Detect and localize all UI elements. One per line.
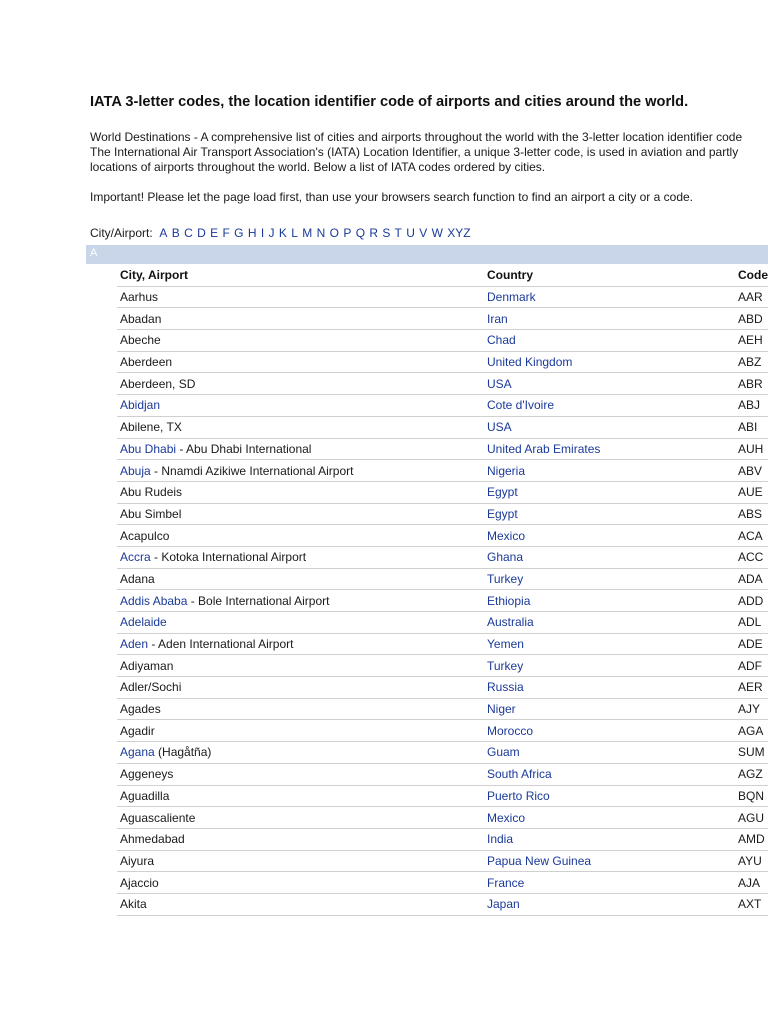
alphabet-link-n[interactable]: N	[316, 226, 326, 240]
cell-country	[484, 612, 735, 634]
table-row	[117, 763, 768, 785]
table-row	[117, 872, 768, 894]
table-row	[117, 633, 768, 655]
cell-code: AER	[735, 677, 768, 699]
cell-country	[484, 590, 735, 612]
column-header-code: Code	[735, 265, 768, 286]
table-row	[117, 850, 768, 872]
intro-paragraph	[90, 130, 742, 175]
alphabet-link-g[interactable]: G	[234, 226, 244, 240]
column-header-city: City, Airport	[117, 265, 484, 286]
city-name: Akita	[120, 897, 147, 912]
airport-name: - Aden International Airport	[148, 637, 294, 652]
country-link[interactable]: Mexico	[487, 810, 526, 825]
city-name: Abeche	[120, 333, 161, 348]
alphabet-link-i[interactable]: I	[260, 226, 265, 240]
alphabet-link-t[interactable]: T	[394, 226, 402, 240]
table-row	[117, 785, 768, 807]
table-row	[117, 373, 768, 395]
country-link[interactable]: France	[487, 875, 525, 890]
city-name: Agades	[120, 702, 161, 717]
alphabet-link-c[interactable]: C	[184, 226, 193, 240]
cell-code: AUE	[735, 481, 768, 503]
city-name: Agadir	[120, 723, 155, 738]
cell-country	[484, 698, 735, 720]
cell-code: ADF	[735, 655, 768, 677]
city-link[interactable]: Abuja	[120, 463, 151, 478]
cell-country	[484, 373, 735, 395]
city-name: Adler/Sochi	[120, 680, 182, 695]
cell-code: AGU	[735, 807, 768, 829]
alphabet-link-k[interactable]: K	[278, 226, 287, 240]
alphabet-link-q[interactable]: Q	[355, 226, 366, 240]
intro-line: locations of airports throughout the world. Below a list of IATA codes ordered by cities.	[90, 160, 546, 174]
country-link[interactable]: Ethiopia	[487, 593, 531, 608]
alphabet-link-s[interactable]: S	[382, 226, 391, 240]
alphabet-link-v[interactable]: V	[419, 226, 428, 240]
cell-country	[484, 850, 735, 872]
cell-city	[117, 633, 484, 655]
city-name: Adana	[120, 571, 155, 586]
alphabet-link-e[interactable]: E	[210, 226, 219, 240]
country-link[interactable]: Papua New Guinea	[487, 853, 592, 868]
country-link[interactable]: Australia	[487, 615, 534, 630]
city-name: Abilene, TX	[120, 420, 182, 435]
city-name: Aarhus	[120, 290, 159, 305]
cell-city	[117, 677, 484, 699]
cell-country	[484, 525, 735, 547]
cell-country	[484, 416, 735, 438]
country-link[interactable]: Egypt	[487, 506, 518, 521]
table-body	[117, 286, 768, 915]
city-link[interactable]: Aden	[120, 637, 149, 652]
country-link[interactable]: Mexico	[487, 528, 526, 543]
section-header-bar	[86, 245, 768, 264]
airport-name: - Kotoka International Airport	[150, 550, 307, 565]
table-row	[117, 546, 768, 568]
country-link[interactable]: Niger	[487, 702, 516, 717]
country-link[interactable]: Puerto Rico	[487, 788, 550, 803]
cell-city	[117, 330, 484, 352]
airport-name: (Hagåtña)	[154, 745, 212, 760]
city-name: Aberdeen	[120, 355, 173, 370]
table-row	[117, 438, 768, 460]
country-link[interactable]: Denmark	[487, 290, 536, 305]
cell-code: ADD	[735, 590, 768, 612]
cell-city	[117, 763, 484, 785]
alphabet-link-p[interactable]: P	[343, 226, 352, 240]
cell-code: ABR	[735, 373, 768, 395]
city-link[interactable]: Abidjan	[120, 398, 161, 413]
intro-line: World Destinations - A comprehensive list of cities and airports throughout the world with the 3-letter location identifier code	[90, 130, 743, 144]
alphabet-link-d[interactable]: D	[197, 226, 206, 240]
cell-code: AGA	[735, 720, 768, 742]
cell-code: SUM	[735, 742, 768, 764]
cell-code: ACA	[735, 525, 768, 547]
cell-code: ADA	[735, 568, 768, 590]
city-link[interactable]: Agana	[120, 745, 155, 760]
country-link[interactable]: Cote d'Ivoire	[487, 398, 554, 413]
table-row	[117, 416, 768, 438]
cell-country	[484, 785, 735, 807]
cell-country	[484, 395, 735, 417]
airport-name: - Bole International Airport	[187, 593, 330, 608]
table-row	[117, 481, 768, 503]
cell-city	[117, 742, 484, 764]
cell-country	[484, 633, 735, 655]
cell-country	[484, 503, 735, 525]
cell-country	[484, 438, 735, 460]
cell-city	[117, 590, 484, 612]
cell-code: ACC	[735, 546, 768, 568]
cell-country	[484, 330, 735, 352]
cell-city	[117, 546, 484, 568]
cell-country	[484, 872, 735, 894]
country-link[interactable]: South Africa	[487, 767, 552, 782]
country-link[interactable]: USA	[487, 420, 512, 435]
country-link[interactable]: Chad	[487, 333, 516, 348]
alphabet-link-u[interactable]: U	[406, 226, 415, 240]
city-link[interactable]: Addis Ababa	[120, 593, 188, 608]
cell-country	[484, 308, 735, 330]
cell-city	[117, 872, 484, 894]
alphabet-link-a[interactable]: A	[159, 226, 168, 240]
table-row	[117, 330, 768, 352]
table-row	[117, 568, 768, 590]
table-row	[117, 612, 768, 634]
country-link[interactable]: United Kingdom	[487, 355, 573, 370]
alphabet-link-r[interactable]: R	[369, 226, 379, 240]
country-link[interactable]: Japan	[487, 897, 520, 912]
alphabet-nav	[90, 226, 472, 240]
city-link[interactable]: Accra	[120, 550, 151, 565]
cell-city	[117, 720, 484, 742]
cell-code: ABI	[735, 416, 768, 438]
country-link[interactable]: Turkey	[487, 658, 524, 673]
country-link[interactable]: Yemen	[487, 637, 524, 652]
cell-country	[484, 546, 735, 568]
cell-code: AUH	[735, 438, 768, 460]
country-link[interactable]: Guam	[487, 745, 520, 760]
table-row	[117, 525, 768, 547]
table-row	[117, 286, 768, 308]
cell-code: ABV	[735, 460, 768, 482]
country-link[interactable]: Turkey	[487, 571, 524, 586]
table-header-row	[117, 265, 768, 286]
airport-name: - Nnamdi Azikiwe International Airport	[150, 463, 354, 478]
city-link[interactable]: Adelaide	[120, 615, 167, 630]
table-row	[117, 893, 768, 915]
cell-city	[117, 828, 484, 850]
table-row	[117, 807, 768, 829]
city-name: Abu Simbel	[120, 506, 182, 521]
cell-country	[484, 460, 735, 482]
cell-city	[117, 481, 484, 503]
city-name: Aguadilla	[120, 788, 170, 803]
table-row	[117, 828, 768, 850]
iata-codes-table	[117, 265, 768, 916]
cell-city	[117, 568, 484, 590]
cell-country	[484, 481, 735, 503]
cell-country	[484, 568, 735, 590]
table-row	[117, 460, 768, 482]
city-name: Abu Rudeis	[120, 485, 183, 500]
city-name: Aguascaliente	[120, 810, 196, 825]
alphabet-link-o[interactable]: O	[329, 226, 339, 240]
cell-country	[484, 807, 735, 829]
cell-city	[117, 850, 484, 872]
cell-city	[117, 351, 484, 373]
city-name: Ajaccio	[120, 875, 159, 890]
cell-code: AJA	[735, 872, 768, 894]
table-row	[117, 655, 768, 677]
cell-city	[117, 438, 484, 460]
table-row	[117, 503, 768, 525]
cell-city	[117, 807, 484, 829]
table-row	[117, 720, 768, 742]
country-link[interactable]: Egypt	[487, 485, 518, 500]
cell-code: AAR	[735, 286, 768, 308]
table-row	[117, 742, 768, 764]
cell-country	[484, 893, 735, 915]
alphabet-link-h[interactable]: H	[247, 226, 257, 240]
cell-code: AYU	[735, 850, 768, 872]
alphabet-link-j[interactable]: J	[268, 226, 275, 240]
important-note: Important! Please let the page load first, than use your browsers search function to find an airport a city or a code.	[90, 190, 693, 204]
cell-country	[484, 677, 735, 699]
page-title: IATA 3-letter codes, the location identifier code of airports and cities around the world.	[90, 94, 689, 110]
cell-country	[484, 742, 735, 764]
alphabet-link-w[interactable]: W	[431, 226, 443, 240]
cell-city	[117, 373, 484, 395]
city-name: Aberdeen, SD	[120, 376, 196, 391]
alphabet-link-m[interactable]: M	[302, 226, 313, 240]
city-name: Adiyaman	[120, 658, 174, 673]
cell-code: BQN	[735, 785, 768, 807]
city-name: Acapulco	[120, 528, 170, 543]
table-row	[117, 698, 768, 720]
alphabet-link-l[interactable]: L	[291, 226, 298, 240]
city-name: Aiyura	[120, 853, 155, 868]
cell-city	[117, 655, 484, 677]
country-link[interactable]: Iran	[487, 311, 508, 326]
cell-code: ADE	[735, 633, 768, 655]
cell-country	[484, 828, 735, 850]
cell-city	[117, 612, 484, 634]
table-row	[117, 308, 768, 330]
table-row	[117, 590, 768, 612]
city-name: Aggeneys	[120, 767, 174, 782]
country-link[interactable]: Ghana	[487, 550, 524, 565]
country-link[interactable]: India	[487, 832, 514, 847]
country-link[interactable]: Morocco	[487, 723, 534, 738]
cell-code: ABJ	[735, 395, 768, 417]
country-link[interactable]: Nigeria	[487, 463, 526, 478]
alphabet-link-f[interactable]: F	[222, 226, 230, 240]
cell-city	[117, 503, 484, 525]
cell-code: ADL	[735, 612, 768, 634]
cell-code: AXT	[735, 893, 768, 915]
table-row	[117, 677, 768, 699]
cell-city	[117, 893, 484, 915]
city-name: Ahmedabad	[120, 832, 185, 847]
column-header-country: Country	[484, 265, 735, 286]
cell-country	[484, 351, 735, 373]
airport-name: - Abu Dhabi International	[176, 441, 312, 456]
cell-country	[484, 286, 735, 308]
cell-country	[484, 720, 735, 742]
cell-city	[117, 308, 484, 330]
cell-code: AEH	[735, 330, 768, 352]
section-letter: A	[90, 247, 98, 259]
cell-code: AJY	[735, 698, 768, 720]
cell-code: ABD	[735, 308, 768, 330]
cell-country	[484, 655, 735, 677]
cell-city	[117, 286, 484, 308]
cell-code: AMD	[735, 828, 768, 850]
alphabet-link-b[interactable]: B	[171, 226, 180, 240]
cell-city	[117, 698, 484, 720]
alphabet-letters	[159, 226, 471, 240]
country-link[interactable]: United Arab Emirates	[487, 441, 601, 456]
city-name: Abadan	[120, 311, 162, 326]
cell-city	[117, 416, 484, 438]
cell-code: ABS	[735, 503, 768, 525]
country-link[interactable]: USA	[487, 376, 512, 391]
alphabet-link-xyz[interactable]: XYZ	[447, 226, 471, 240]
cell-city	[117, 785, 484, 807]
cell-code: ABZ	[735, 351, 768, 373]
cell-city	[117, 460, 484, 482]
cell-city	[117, 395, 484, 417]
cell-city	[117, 525, 484, 547]
city-link[interactable]: Abu Dhabi	[120, 441, 177, 456]
cell-code: AGZ	[735, 763, 768, 785]
table-row	[117, 351, 768, 373]
cell-country	[484, 763, 735, 785]
country-link[interactable]: Russia	[487, 680, 524, 695]
alphabet-nav-label: City/Airport:	[90, 226, 153, 240]
intro-line: The International Air Transport Association's (IATA) Location Identifier, a unique 3-letter code, is used in aviation and partly	[90, 145, 739, 159]
table-row	[117, 395, 768, 417]
